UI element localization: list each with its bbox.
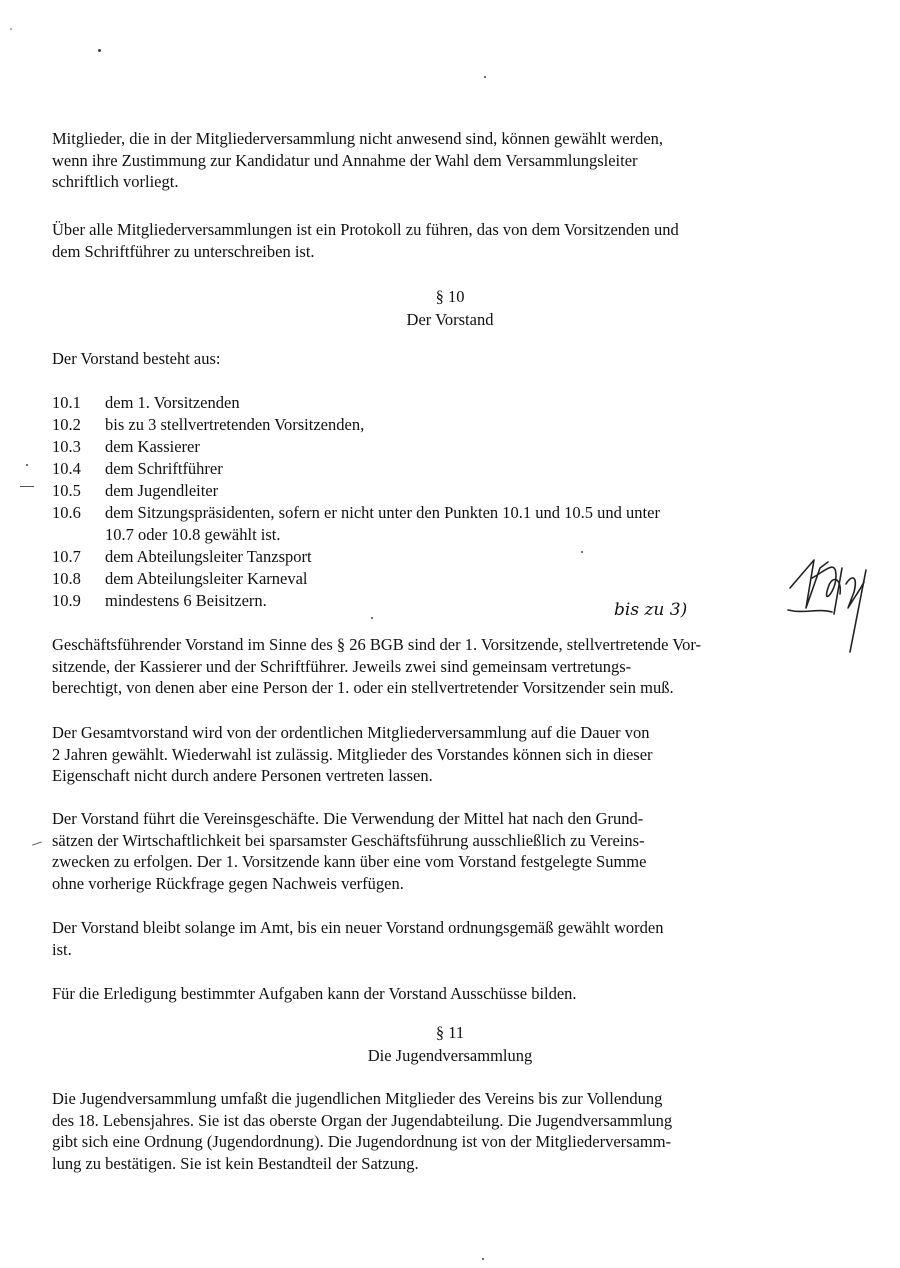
handwritten-note: bis zu 3) <box>614 600 688 620</box>
paragraph-committees: Für die Erledigung bestimmter Aufgaben kann der Vorstand Ausschüsse bilden. <box>52 984 577 1003</box>
list-item: 10.6 dem Sitzungspräsidenten, sofern er nicht unter den Punkten 10.1 und 10.5 und unter <box>52 503 660 522</box>
list-item: 10.8 dem Abteilungsleiter Karneval <box>52 569 308 588</box>
margin-mark <box>32 841 42 845</box>
list-item: 10.9 mindestens 6 Beisitzern. <box>52 591 267 610</box>
scan-speck <box>482 1258 484 1260</box>
paragraph-election-absent-members: Mitglieder, die in der Mitgliederversammlung nicht anwesend sind, können gewählt werden, wenn ihre Zustimmung zur Kandidatur und Annahme der Wahl dem Versammlungsleiter schriftlich vorliegt. <box>52 129 664 191</box>
scan-speck <box>26 464 28 466</box>
paragraph-business-conduct: Der Vorstand führt die Vereinsgeschäfte. Die Verwendung der Mittel hat nach den Grund- sätzen der Wirtschaftlichkeit bei sparsamster Geschäftsführung ausschließlich zu Vereins- zwecken zu erfolgen. Der 1. Vorsitzende kann über eine vom Vorstand festgelegte Summe ohne vorherige Rückfrage gegen Nachweis verfügen. <box>52 809 647 893</box>
list-item: 10.1 dem 1. Vorsitzenden <box>52 393 240 412</box>
list-item: 10.4 dem Schriftführer <box>52 459 223 478</box>
scan-speck <box>371 617 373 619</box>
list-item: 10.2 bis zu 3 stellvertretenden Vorsitzenden, <box>52 415 365 434</box>
scan-speck <box>10 28 12 30</box>
scan-speck <box>484 76 486 78</box>
paragraph-term-in-office: Der Vorstand bleibt solange im Amt, bis ein neuer Vorstand ordnungsgemäß gewählt worden ist. <box>52 918 664 959</box>
margin-mark <box>20 486 34 487</box>
paragraph-youth-assembly: Die Jugendversammlung umfaßt die jugendlichen Mitglieder des Vereins bis zur Vollendung des 18. Lebensjahres. Sie ist das oberste Organ der Jugendabteilung. Die Jugendversammlung gibt sich eine Ordnung (Jugendordnung). Die Jugendordnung ist von der Mitgliederversamm- lung zu bestätigen. Sie ist kein Bestandteil der Satzung. <box>52 1089 673 1173</box>
vorstand-intro: Der Vorstand besteht aus: <box>52 349 221 368</box>
scan-speck <box>98 49 101 52</box>
section-11-number: § 11 <box>435 1023 465 1042</box>
list-item-continuation: 10.7 oder 10.8 gewählt ist. <box>105 525 281 544</box>
section-11-title: Die Jugendversammlung <box>367 1046 533 1065</box>
section-10-title: Der Vorstand <box>406 310 494 329</box>
list-item: 10.3 dem Kassierer <box>52 437 200 456</box>
section-10-number: § 10 <box>435 287 465 306</box>
list-item: 10.7 dem Abteilungsleiter Tanzsport <box>52 547 312 566</box>
scan-speck <box>581 551 583 553</box>
vorstand-list <box>52 392 812 612</box>
paragraph-protocol: Über alle Mitgliederversammlungen ist ein Protokoll zu führen, das von dem Vorsitzenden und dem Schriftführer zu unterschreiben ist. <box>52 220 679 261</box>
paragraph-election-term: Der Gesamtvorstand wird von der ordentlichen Mitgliederversammlung auf die Dauer von 2 Jahren gewählt. Wiederwahl ist zulässig. Mitglieder des Vorstandes können sich in dieser Eigenschaft nicht durch andere Personen vertreten lassen. <box>52 723 653 785</box>
paragraph-executive-board: Geschäftsführender Vorstand im Sinne des § 26 BGB sind der 1. Vorsitzende, stellvertretende Vor- sitzende, der Kassierer und der Schriftführer. Jeweils zwei sind gemeinsam vertretungs- berechtigt, von denen aber eine Person der 1. oder ein stellvertretender Vorsitzender sein muß. <box>52 635 702 697</box>
list-item: 10.5 dem Jugendleiter <box>52 481 219 500</box>
